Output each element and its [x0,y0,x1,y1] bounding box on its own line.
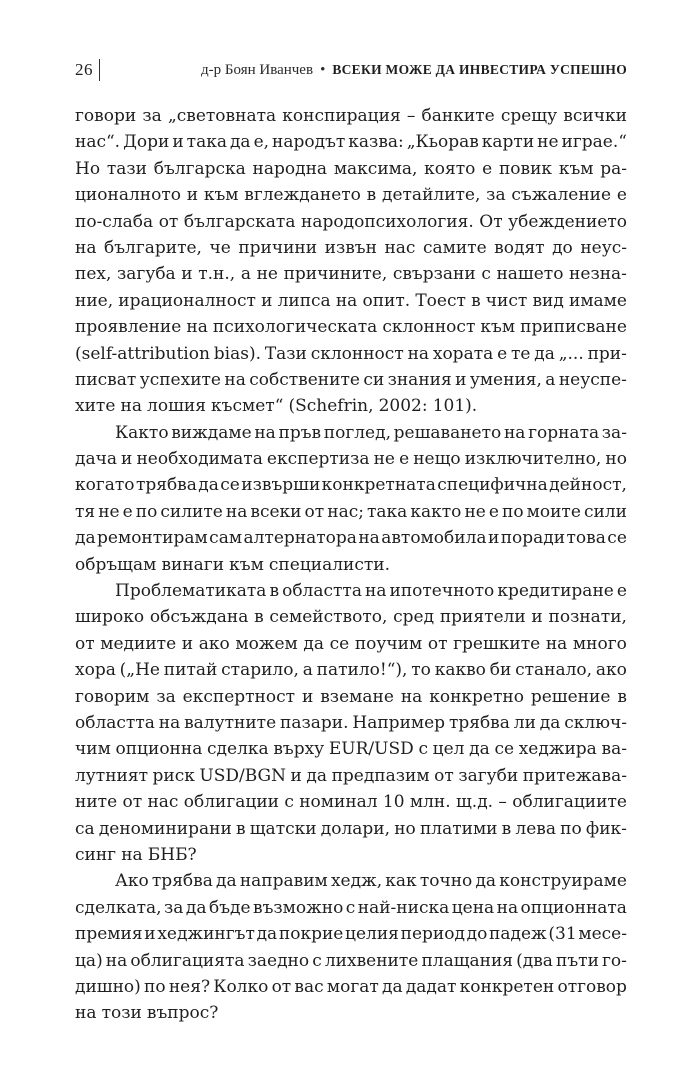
text-line: по-слаба от българската народопсихология. От убеждението [75,211,627,232]
paragraph [75,103,627,420]
text-line: хите на лошия късмет“ (Schefrin, 2002: 101). [75,396,478,417]
text-line: от медиите и ако можем да се поучим от грешките на много [75,633,627,654]
text-line: (self-attribution bias). Тази склонност на хората е те да „... при- [75,343,627,364]
text-line: областта на валутните пазари. Например трябва ли да сключ- [75,712,627,733]
text-line: пех, загуба и т.н., а не причините, свързани с нашето незна- [75,264,627,285]
text-line: дишно) по нея? Колко от вас могат да дадат конкретен отговор [75,976,627,997]
paragraph [75,578,627,868]
text-line: нас“. Дори и така да е, народът казва: „Кьорав карти не играе.“ [75,132,627,153]
text-line: Проблематиката в областта на ипотечното кредитиране е [115,581,627,602]
text-line: ца) на облигацията заедно с лихвените плащания (два пъти го- [75,950,627,971]
header-bullet-separator: • [320,61,326,78]
page-number-divider [99,59,100,81]
text-line: са деноминирани в щатски долари, но платими в лева по фик- [75,818,627,839]
paragraph [75,420,627,578]
text-line: дача и необходимата експертиза не е нещо изключително, но [75,449,627,470]
text-line: хора („Не питай старило, а патило!“), то какво би станало, ако [75,660,627,681]
text-line: ните от нас облигации с номинал 10 млн. щ.д. – облигациите [75,792,627,813]
text-line: говори за „световната конспирация – банките срещу всички [75,106,627,126]
text-line: проявление на психологическата склонност към приписване [75,317,627,338]
text-line: премия и хеджингът да покрие целия период до падеж (31 месе- [75,924,627,945]
header-book-title: ВСЕКИ МОЖЕ ДА ИНВЕСТИРА УСПЕШНО [332,62,627,77]
text-line: Ако трябва да направим хедж, как точно да конструираме [115,871,627,892]
running-header [75,57,627,83]
text-line: чим опционна сделка върху EUR/USD с цел да се хеджира ва- [75,739,627,760]
running-header-title-group [201,62,627,79]
text-line: Както виждаме на пръв поглед, решаването на горната за- [115,422,627,443]
text-line: ние, ирационалност и липса на опит. Тоест в чист вид имаме [75,290,627,311]
page-number: 26 [75,60,93,79]
text-line: Но тази българска народна максима, която е повик към ра- [75,158,627,179]
text-line: широко обсъждана в семейството, сред приятели и познати, [75,607,627,628]
text-line: тя не е по силите на всеки от нас; така както не е по моите сили [75,501,627,522]
text-line: да ремонтирам сам алтернатора на автомобила и поради това се [75,528,627,549]
text-line: говорим за експертност и вземане на конкретно решение в [75,686,627,707]
text-line: сделката, за да бъде възможно с най-ниска цена на опционната [75,897,627,918]
body-text [75,103,627,1027]
header-author: д-р Боян Иванчев [200,61,314,78]
text-line: на този въпрос? [75,1003,219,1024]
text-line: лутният риск USD/BGN и да предпазим от загуби притежава- [75,765,627,786]
text-line: ционалното и към вглеждането в детайлите, за съжаление е [75,185,627,206]
text-line: синг на БНБ? [75,844,197,865]
paragraph [75,868,627,1026]
text-line: писват успехите на собствените си знания и умения, а неуспе- [75,369,627,390]
text-line: на българите, че причини извън нас самите водят до неус- [75,237,627,258]
text-line: обръщам винаги към специалисти. [75,554,391,575]
text-line: когато трябва да се извърши конкретната специфична дейност, [75,475,627,496]
